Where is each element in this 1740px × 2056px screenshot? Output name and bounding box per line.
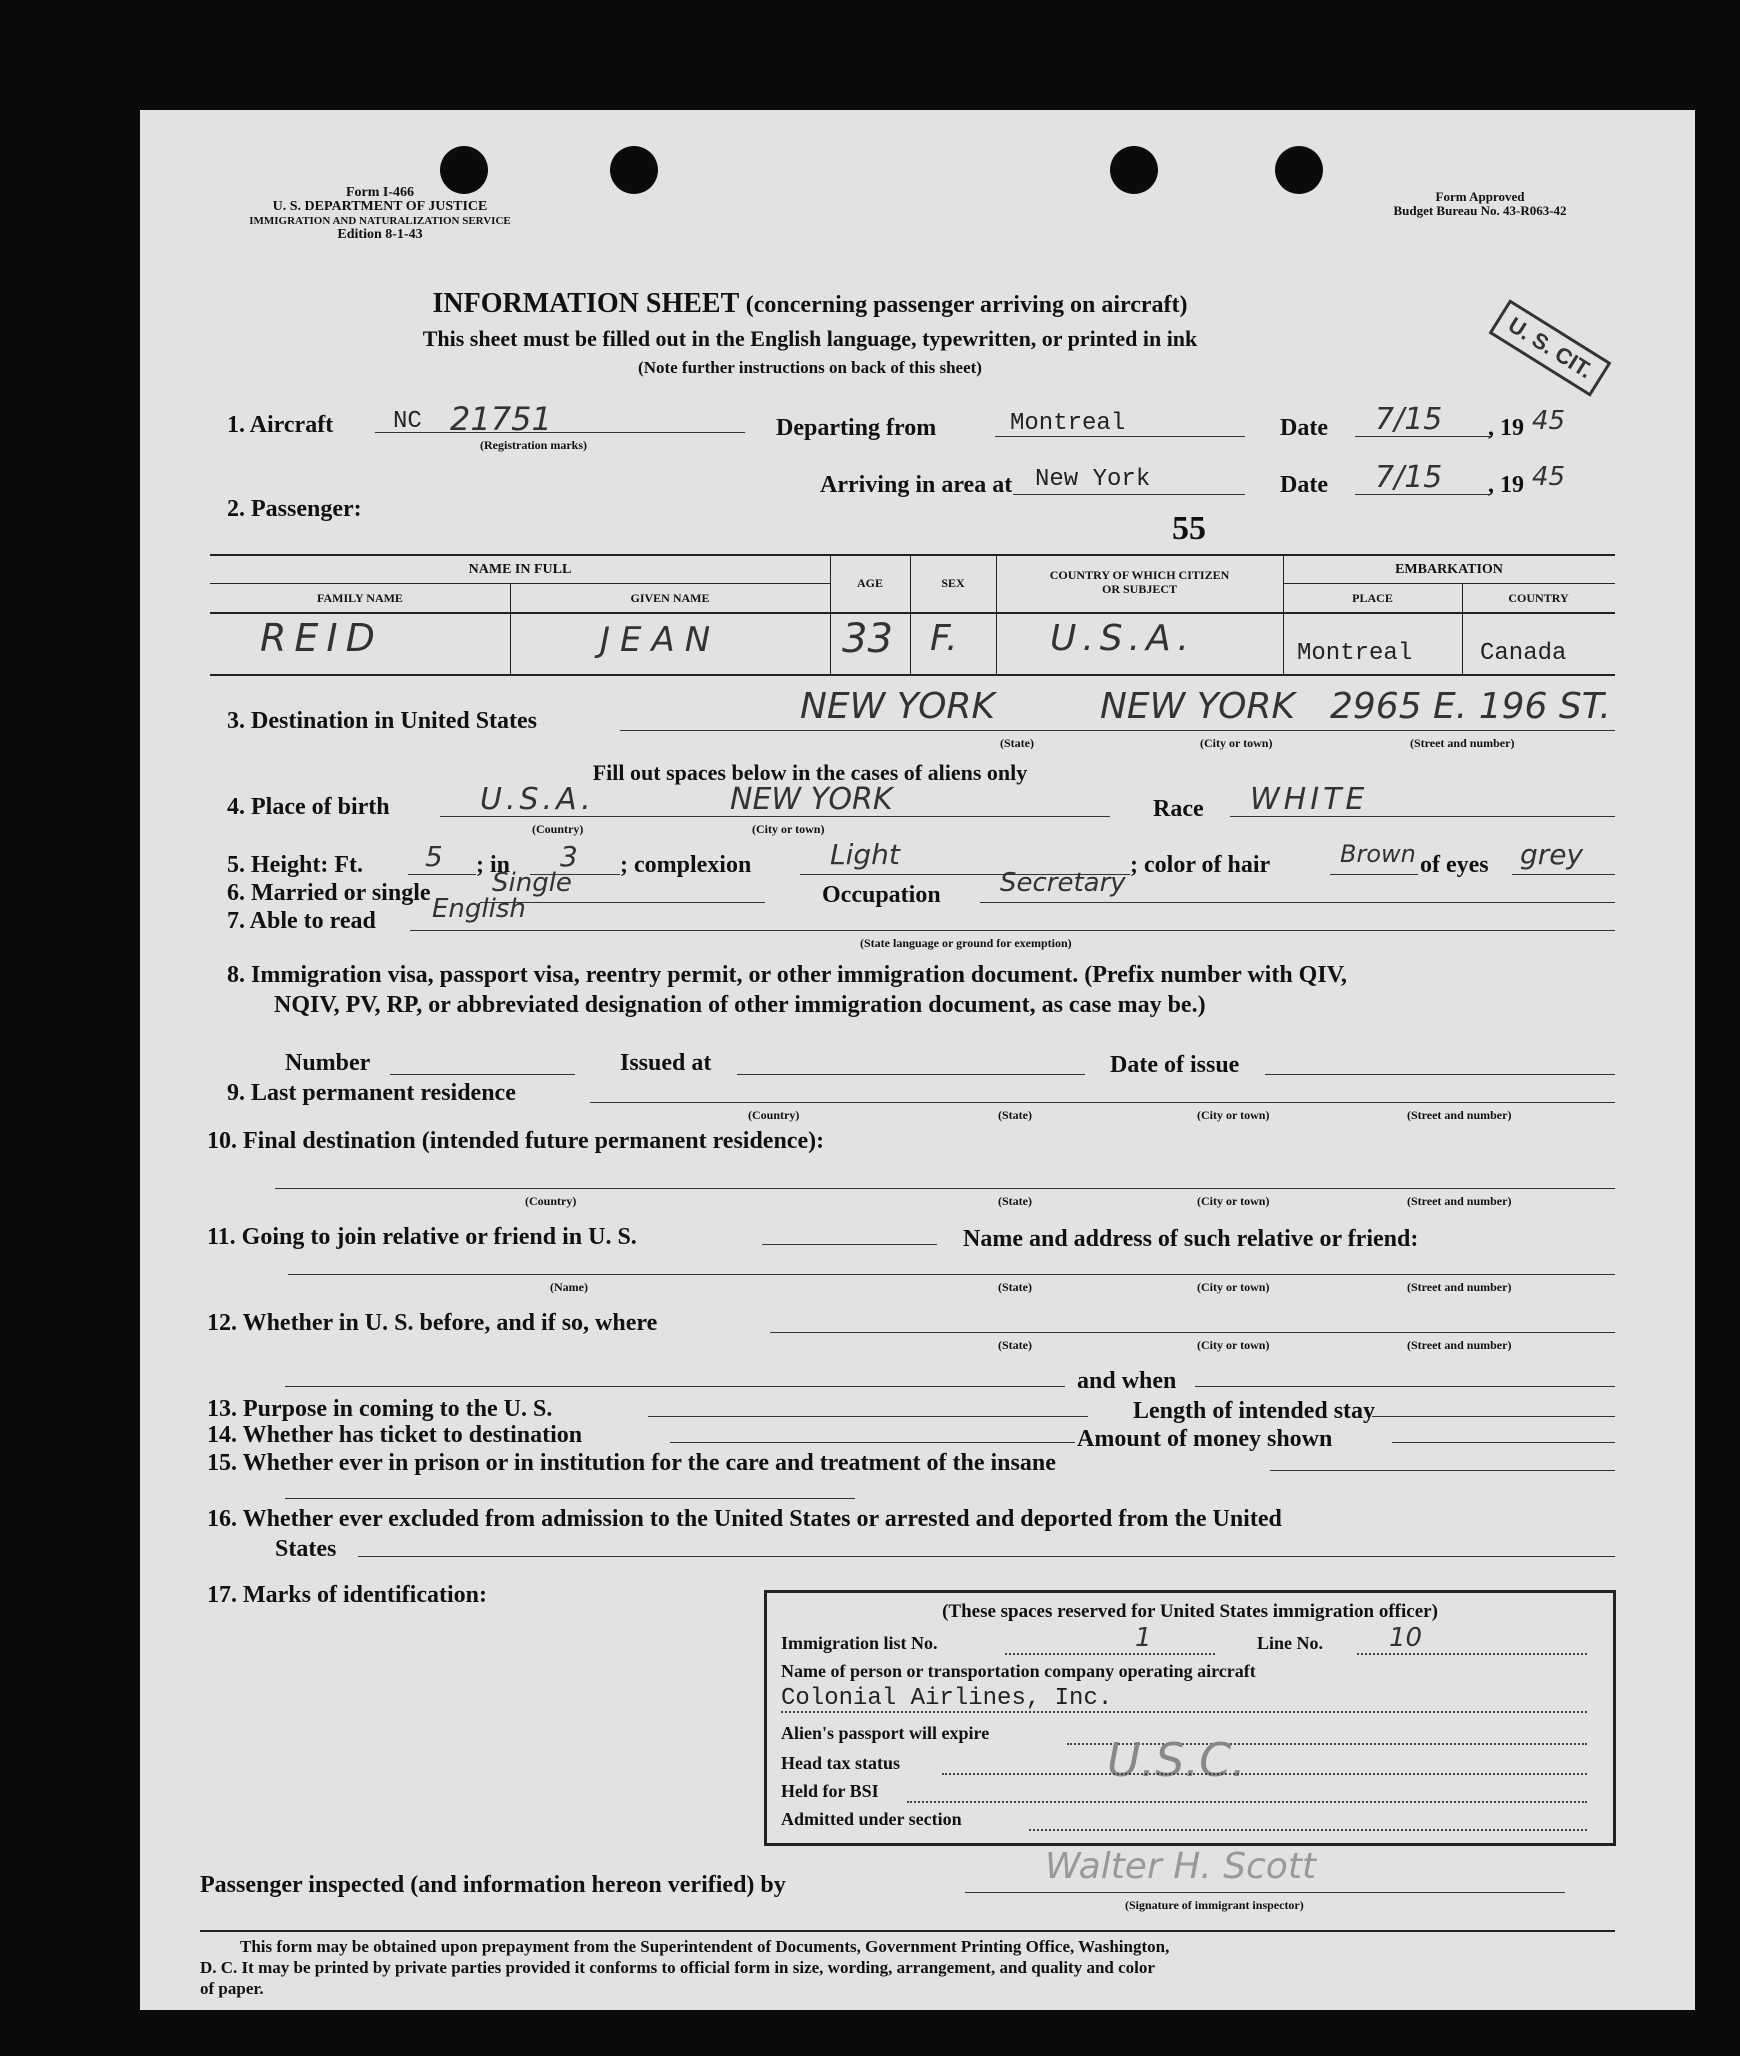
col-age: AGE [856, 576, 883, 590]
q12-when: and when [1077, 1368, 1177, 1394]
title-main: INFORMATION SHEET [432, 288, 739, 319]
hair-label: ; color of hair [1130, 852, 1271, 878]
cap-state: (State) [1000, 736, 1034, 750]
cap-street: (Street and number) [1407, 1108, 1512, 1122]
q8-line2: NQIV, PV, RP, or abbreviated designation of other immigration document, as case may be.) [274, 992, 1206, 1018]
col-sex: SEX [941, 576, 965, 590]
punch-hole [1275, 146, 1323, 194]
destination-state: NEW YORK [800, 686, 996, 727]
destination-label: 3. Destination in United States [227, 708, 538, 734]
col-family-name: FAMILY NAME [317, 591, 403, 605]
q15-label: 15. Whether ever in prison or in institution for the care and treatment of the insane [207, 1450, 1056, 1476]
title-note: (Note further instructions on back of this sheet) [638, 358, 982, 377]
cap-city: (City or town) [752, 822, 825, 836]
q17-label: 17. Marks of identification: [207, 1582, 487, 1608]
cap-street: (Street and number) [1410, 736, 1515, 750]
hair-value: Brown [1340, 840, 1416, 868]
head-tax-value: U.S.C. [1107, 1733, 1246, 1787]
read-value: English [432, 894, 526, 924]
arrival-year: 45 [1532, 462, 1566, 492]
q14-label: 14. Whether has ticket to destination [207, 1422, 583, 1448]
inspected-label: Passenger inspected (and information hereon verified) by [200, 1872, 786, 1898]
destination-city: NEW YORK [1100, 686, 1296, 727]
footer-line2: D. C. It may be printed by private parties provided it conforms to official form in size, wording, arrangement, and quality and color [200, 1958, 1155, 1977]
aircraft-label: 1. Aircraft [227, 412, 334, 438]
bsi-label: Held for BSI [781, 1781, 879, 1801]
height-label: 5. Height: Ft. [227, 852, 363, 878]
line-no-value: 10 [1389, 1623, 1423, 1653]
q9-label: 9. Last permanent residence [227, 1080, 516, 1106]
arriving-city: New York [1035, 466, 1151, 493]
form-header-right [1350, 190, 1610, 218]
height-ft: 5 [425, 840, 443, 873]
cap-city: (City or town) [1197, 1280, 1270, 1294]
cap-country: (Country) [532, 822, 584, 836]
col-embarkation: EMBARKATION [1395, 562, 1503, 577]
arrival-date: 7/15 [1375, 460, 1443, 495]
date-label: Date [1280, 415, 1328, 441]
age-value: 33 [842, 616, 893, 662]
q13-right: Length of intended stay [1133, 1398, 1376, 1424]
q12-label: 12. Whether in U. S. before, and if so, where [207, 1310, 658, 1336]
arriving-label: Arriving in area at [820, 472, 1013, 498]
q8-issued-label: Issued at [620, 1050, 712, 1076]
given-name-value: JEAN [600, 620, 721, 660]
departure-date: 7/15 [1375, 402, 1443, 437]
aliens-note: Fill out spaces below in the cases of aliens only [592, 760, 1028, 785]
col-given-name: GIVEN NAME [630, 591, 710, 605]
eyes-value: grey [1520, 838, 1584, 871]
cap-city: (City or town) [1197, 1194, 1270, 1208]
complexion-label: ; complexion [620, 852, 752, 878]
departure-year: 45 [1532, 406, 1566, 436]
q8-number-label: Number [285, 1050, 371, 1076]
cap-country: (Country) [525, 1194, 577, 1208]
cap-street: (Street and number) [1407, 1338, 1512, 1352]
company-value: Colonial Airlines, Inc. [781, 1685, 1113, 1712]
department: U. S. DEPARTMENT OF JUSTICE [272, 199, 488, 214]
us-citizen-stamp: U. S. CIT. [1489, 299, 1612, 397]
aircraft-registration: 21751 [450, 400, 552, 438]
page-title [140, 288, 1480, 320]
cap-state: (State) [998, 1194, 1032, 1208]
birth-city: NEW YORK [730, 782, 893, 817]
title-sub: (concerning passenger arriving on aircraft) [745, 292, 1188, 318]
q11-label2: Name and address of such relative or friend: [963, 1226, 1419, 1252]
inspector-signature: Walter H. Scott [1045, 1846, 1317, 1887]
year-prefix: , 19 [1488, 415, 1524, 441]
race-label: Race [1153, 796, 1204, 822]
form-header-left [200, 186, 560, 242]
q16-line1: 16. Whether ever excluded from admission to the United States or arrested and deported from the United [207, 1506, 1282, 1532]
form-number: Form I-466 [345, 185, 415, 200]
passenger-label: 2. Passenger: [227, 496, 362, 522]
footer [200, 1936, 1615, 1999]
officer-box [764, 1590, 1616, 1846]
year-prefix: , 19 [1488, 472, 1524, 498]
cap-street: (Street and number) [1407, 1194, 1512, 1208]
service: IMMIGRATION AND NATURALIZATION SERVICE [249, 215, 511, 227]
col-citizen-line1: COUNTRY OF WHICH CITIZEN [1049, 568, 1230, 582]
signature-caption: (Signature of immigrant inspector) [1125, 1898, 1304, 1912]
departing-city: Montreal [1010, 410, 1126, 437]
col-name-in-full: NAME IN FULL [468, 562, 572, 577]
q10-label: 10. Final destination (intended future permanent residence): [207, 1128, 825, 1154]
cap-city: (City or town) [1197, 1108, 1270, 1122]
race-value: WHITE [1250, 782, 1369, 817]
title-instruction: This sheet must be filled out in the English language, typewritten, or printed in ink [422, 326, 1198, 351]
cap-state: (State) [998, 1108, 1032, 1122]
registration-caption: (Registration marks) [480, 438, 587, 452]
line-no-label: Line No. [1257, 1633, 1324, 1653]
departing-label: Departing from [776, 415, 937, 441]
col-place: PLACE [1352, 591, 1393, 605]
cap-name: (Name) [550, 1280, 588, 1294]
punch-hole [610, 146, 658, 194]
cap-state: (State) [998, 1338, 1032, 1352]
form-approved: Form Approved [1435, 189, 1525, 204]
married-value: Single [492, 868, 572, 898]
budget-bureau: Budget Bureau No. 43-R063-42 [1393, 203, 1567, 218]
read-label: 7. Able to read [227, 908, 376, 934]
q11-label: 11. Going to join relative or friend in U. S. [207, 1224, 637, 1250]
list-no-label: Immigration list No. [781, 1633, 938, 1653]
cap-country: (Country) [748, 1108, 800, 1122]
occupation-label: Occupation [822, 882, 941, 908]
height-in: 3 [560, 840, 578, 873]
passenger-number: 55 [1172, 510, 1206, 547]
birth-label: 4. Place of birth [227, 794, 390, 820]
complexion-value: Light [830, 838, 900, 871]
punch-hole [1110, 146, 1158, 194]
citizen-value: U.S.A. [1050, 618, 1195, 659]
col-citizen [996, 568, 1283, 596]
embark-place-value: Montreal [1297, 640, 1413, 667]
passport-expire-label: Alien's passport will expire [781, 1723, 990, 1743]
edition: Edition 8-1-43 [337, 227, 423, 242]
q13-label: 13. Purpose in coming to the U. S. [207, 1396, 553, 1422]
date-label: Date [1280, 472, 1328, 498]
form-sheet [140, 110, 1695, 2010]
cap-city: (City or town) [1197, 1338, 1270, 1352]
cap-state: (State) [998, 1280, 1032, 1294]
company-label: Name of person or transportation company operating aircraft [781, 1661, 1256, 1681]
married-label: 6. Married or single [227, 880, 431, 906]
destination-street: 2965 E. 196 ST. [1330, 686, 1611, 727]
footer-line1: This form may be obtained upon prepayment from the Superintendent of Documents, Government Printing Office, Washington, [240, 1937, 1170, 1956]
embark-country-value: Canada [1480, 640, 1567, 667]
aircraft-prefix: NC [393, 408, 422, 435]
col-emb-country: COUNTRY [1508, 591, 1569, 605]
admitted-label: Admitted under section [781, 1809, 962, 1829]
officer-box-title: (These spaces reserved for United States immigration officer) [942, 1601, 1438, 1622]
col-citizen-line2: OR SUBJECT [1101, 582, 1178, 596]
cap-street: (Street and number) [1407, 1280, 1512, 1294]
q8-date-label: Date of issue [1110, 1052, 1240, 1078]
cap-city: (City or town) [1200, 736, 1273, 750]
inches-label: ; in [476, 852, 511, 878]
q14-right: Amount of money shown [1077, 1426, 1333, 1452]
head-tax-label: Head tax status [781, 1753, 901, 1773]
read-caption: (State language or ground for exemption) [860, 936, 1072, 950]
list-no-value: 1 [1135, 1623, 1152, 1653]
q16-line2: States [275, 1536, 337, 1562]
sex-value: F. [930, 618, 958, 659]
birth-country: U.S.A. [480, 782, 595, 817]
occupation-value: Secretary [1000, 868, 1126, 898]
eyes-label: of eyes [1420, 852, 1489, 878]
family-name-value: REID [260, 616, 383, 660]
footer-line3: of paper. [200, 1979, 264, 1998]
q8-line1: 8. Immigration visa, passport visa, reentry permit, or other immigration document. (Prefix number with QIV, [227, 962, 1347, 988]
passenger-table [210, 554, 1615, 676]
